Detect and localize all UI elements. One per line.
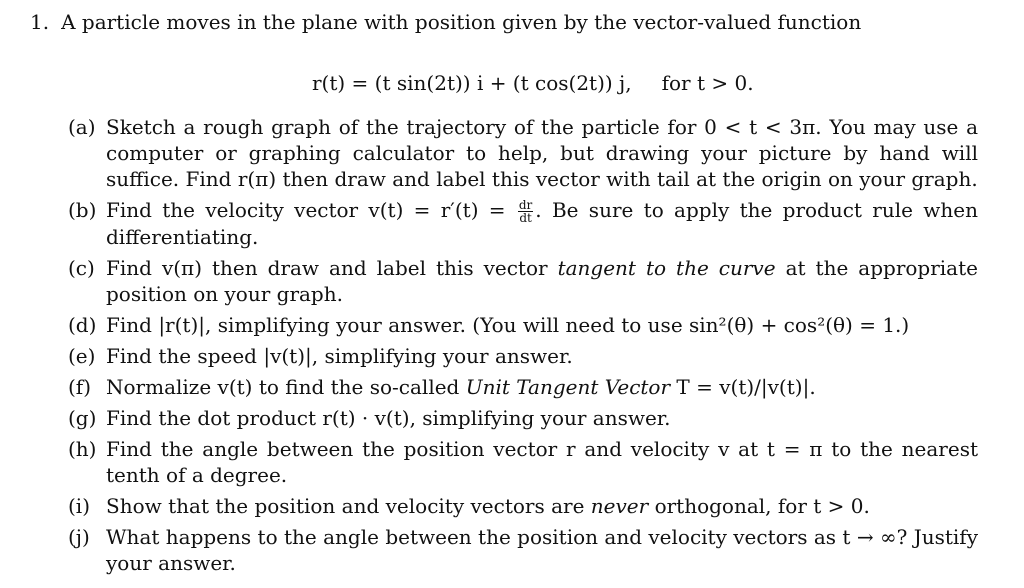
part-h <box>68 436 978 488</box>
part-i <box>68 493 978 519</box>
part-text-before: Find the velocity vector v(t) = r′(t) = <box>106 198 506 222</box>
part-text: Find the dot product r(t) · v(t), simplifying your answer. <box>106 406 671 430</box>
part-label: (h) <box>68 437 97 461</box>
derivative-fraction <box>518 199 533 224</box>
part-text-before: Find v(π) then draw and label this vector <box>106 256 548 280</box>
part-text: Find |r(t)|, simplifying your answer. (You will need to use sin²(θ) + cos²(θ) = 1.) <box>106 313 910 337</box>
part-label: (i) <box>68 494 91 518</box>
part-text <box>106 374 978 400</box>
part-text-after: at the appropriate position on your graph. <box>106 256 978 306</box>
part-label: (j) <box>68 525 90 549</box>
formula-condition: for t > 0. <box>661 71 754 95</box>
parts-list <box>68 114 978 581</box>
problem-intro <box>30 8 861 36</box>
part-text: What happens to the angle between the position and velocity vectors as t → ∞? Justify your answer. <box>106 525 978 575</box>
part-text: Sketch a rough graph of the trajectory of the particle for 0 < t < 3π. You may use a computer or graphing calculator to help, but drawing your picture by hand will suffice. Find r(π) then draw and label this vector with tail at the origin on your graph. <box>106 115 978 191</box>
part-label: (c) <box>68 256 95 280</box>
formula-expression: r(t) = (t sin(2t)) i + (t cos(2t)) j, <box>312 71 632 95</box>
part-b <box>68 197 978 250</box>
part-text-before: Show that the position and velocity vectors are <box>106 494 585 518</box>
part-emphasis: tangent to the curve <box>557 256 776 280</box>
fraction-denominator: dt <box>519 211 532 225</box>
part-label: (d) <box>68 313 97 337</box>
part-label: (b) <box>68 198 97 222</box>
part-text <box>106 493 978 519</box>
part-d <box>68 312 978 338</box>
part-text: Find the angle between the position vector r and velocity v at t = π to the nearest tenth of a degree. <box>106 437 978 487</box>
part-f <box>68 374 978 400</box>
part-label: (g) <box>68 406 97 430</box>
part-text <box>106 197 978 250</box>
part-text-after: orthogonal, for t > 0. <box>654 494 870 518</box>
part-text: Find the speed |v(t)|, simplifying your answer. <box>106 344 573 368</box>
position-formula <box>312 69 754 97</box>
part-label: (a) <box>68 115 96 139</box>
problem-number: 1. <box>30 10 50 34</box>
part-j <box>68 524 978 576</box>
part-text-after: T = v(t)/|v(t)|. <box>676 375 816 399</box>
part-a <box>68 114 978 192</box>
part-g <box>68 405 978 431</box>
fraction-numerator: dr <box>518 198 533 212</box>
part-c <box>68 255 978 307</box>
part-text-before: Normalize v(t) to find the so-called <box>106 375 460 399</box>
part-emphasis: never <box>590 494 649 518</box>
part-label: (e) <box>68 344 96 368</box>
part-label: (f) <box>68 375 92 399</box>
part-emphasis: Unit Tangent Vector <box>465 375 671 399</box>
part-text-after: . Be sure to apply the product rule when differentiating. <box>106 198 978 249</box>
part-text <box>106 255 978 307</box>
problem-intro-text: A particle moves in the plane with position given by the vector-valued function <box>61 10 862 34</box>
part-e <box>68 343 978 369</box>
